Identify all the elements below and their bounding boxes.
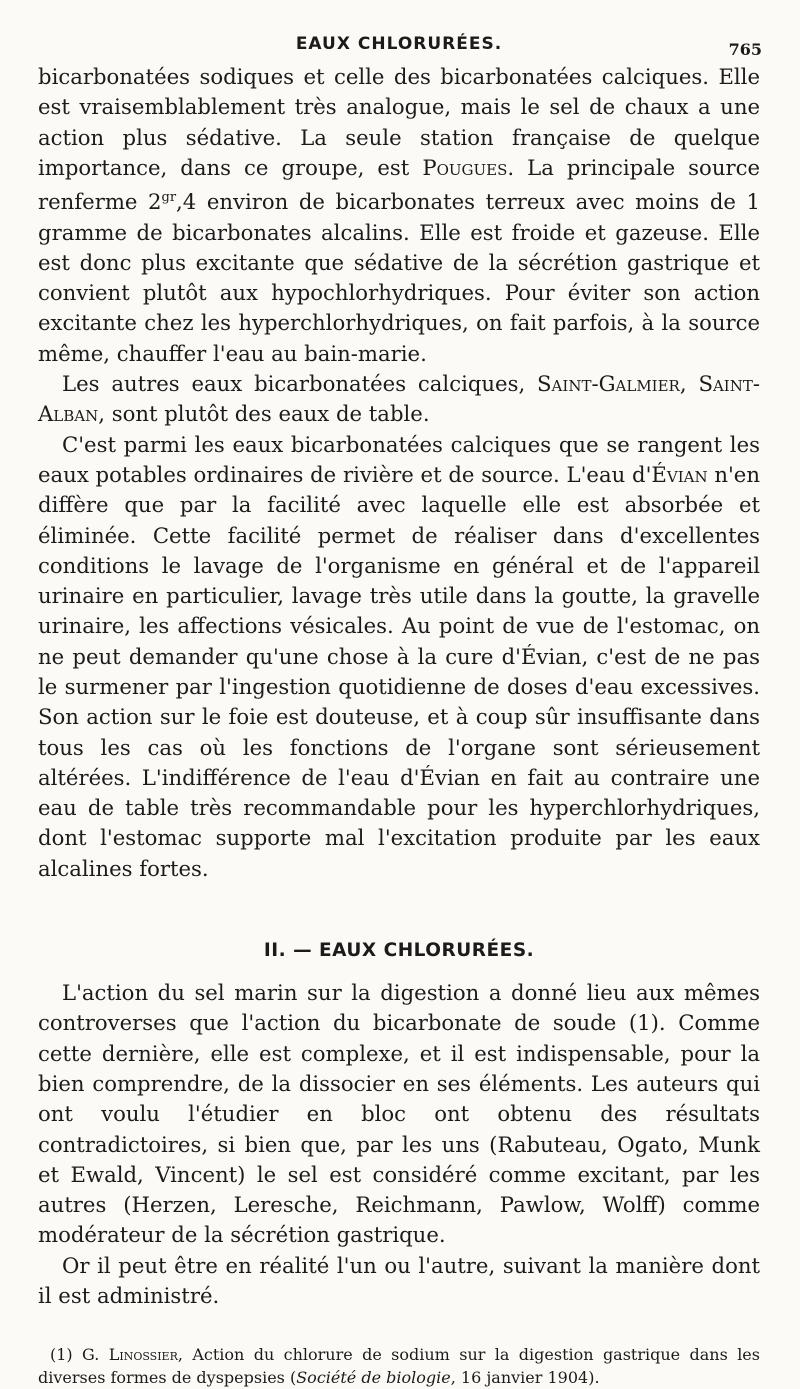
footnote-text: , Action du chlorure de sodium sur la digestion gastrique dans les diverses formes de dyspepsies ( bbox=[38, 1345, 760, 1388]
paragraph-pougues bbox=[38, 62, 760, 369]
paragraph-other-calcic-waters bbox=[38, 369, 760, 430]
section-title: II. — EAUX CHLORURÉES. bbox=[263, 940, 535, 962]
paragraph-administration: Or il peut être en réalité l'un ou l'autre, suivant la manière dont il est administré. bbox=[38, 1252, 760, 1309]
station-name-pougues: Pougues bbox=[422, 154, 508, 180]
page-header bbox=[38, 0, 760, 62]
station-name-saint-alban: Saint-Alban bbox=[38, 371, 760, 427]
paragraph-text: , bbox=[679, 371, 699, 397]
paragraph-text: , sont plutôt des eaux de table. bbox=[98, 401, 430, 427]
paragraph-sea-salt: L'action du sel marin sur la digestion a donné lieu aux mêmes controverses que l'action du bicarbonate de soude (1). Comme cette dernière, elle est complexe, et il est indispensable, pour la bien comprendre, de la dissocier en ses éléments. Les auteurs qui ont voulu l'étudier en bloc ont obtenu des résultats contradictoires, si bien que, par les uns (Rabuteau, Ogato, Munk et Ewald, Vincent) le sel est considéré comme excitant, par les autres (Herzen, Leresche, Reichmann, Pawlow, Wolff) comme modérateur de la sécrétion gastrique. bbox=[38, 980, 760, 1248]
unit-superscript: gr bbox=[161, 190, 177, 206]
paragraph-text: Les autres eaux bicarbonatées calciques, bbox=[62, 371, 538, 397]
footnote-initial: G. bbox=[82, 1345, 109, 1365]
paragraph-text: . La principale source renferme 2 bbox=[38, 154, 760, 215]
station-name-saint-galmier: Saint-Galmier bbox=[537, 371, 680, 397]
paragraph-text: ,4 environ de bicarbonates terreux avec moins de 1 gramme de bicarbonates alcalins. Elle est froide et gazeuse. Elle est donc plus excitante que sédative de la sécrétion gastrique et convient plutôt aux hypochlorhydriques. Pour éviter son action excitante chez les hyperchlorhydriques, on fait parfois, à la source même, chauffer l'eau au bain-marie. bbox=[38, 189, 760, 366]
footnote bbox=[38, 1343, 760, 1389]
page-body bbox=[38, 62, 760, 1389]
paragraph-text: bicarbonatées sodiques et celle des bicarbonatées calciques. Elle est vraisemblablement très analogue, mais le sel de chaux a une action plus sédative. La seule station française de quelque importance, dans ce groupe, est bbox=[38, 64, 760, 180]
footnote-journal: Société de biologie bbox=[296, 1368, 451, 1388]
running-title: EAUX CHLORURÉES. bbox=[295, 34, 503, 54]
footnote-text: , 16 janvier 1904). bbox=[450, 1368, 600, 1388]
paragraph-text: n'en diffère que par la facilité avec laquelle elle est absorbée et éliminée. Cette facilité permet de réaliser dans d'excellentes conditions le lavage de l'organisme en général et de l'appareil urinaire en particulier, lavage très utile dans la goutte, la gravelle urinaire, les affections vésicales. Au point de vue de l'estomac, on ne peut demander qu'une chose à la cure d'Évian, c'est de ne pas le surmener par l'ingestion quotidienne de doses d'eau excessives. Son action sur le foie est douteuse, et à coup sûr insuffisante dans tous les cas où les fonctions de l'organe sont sérieusement altérées. L'indifférence de l'eau d'Évian en fait au contraire une eau de table très recommandable pour les hyperchlorhydriques, dont l'estomac supporte mal l'excitation produite par les eaux alcalines fortes. bbox=[38, 461, 760, 881]
footnote-marker: (1) bbox=[50, 1345, 73, 1365]
page-number: 765 bbox=[728, 40, 762, 59]
paragraph-text: C'est parmi les eaux bicarbonatées calciques que se rangent les eaux potables ordinaires de rivière et de source. L'eau d' bbox=[38, 431, 760, 487]
paragraph-evian bbox=[38, 430, 760, 884]
station-name-evian: Évian bbox=[651, 461, 708, 487]
footnote-author: Linossier bbox=[108, 1345, 178, 1365]
